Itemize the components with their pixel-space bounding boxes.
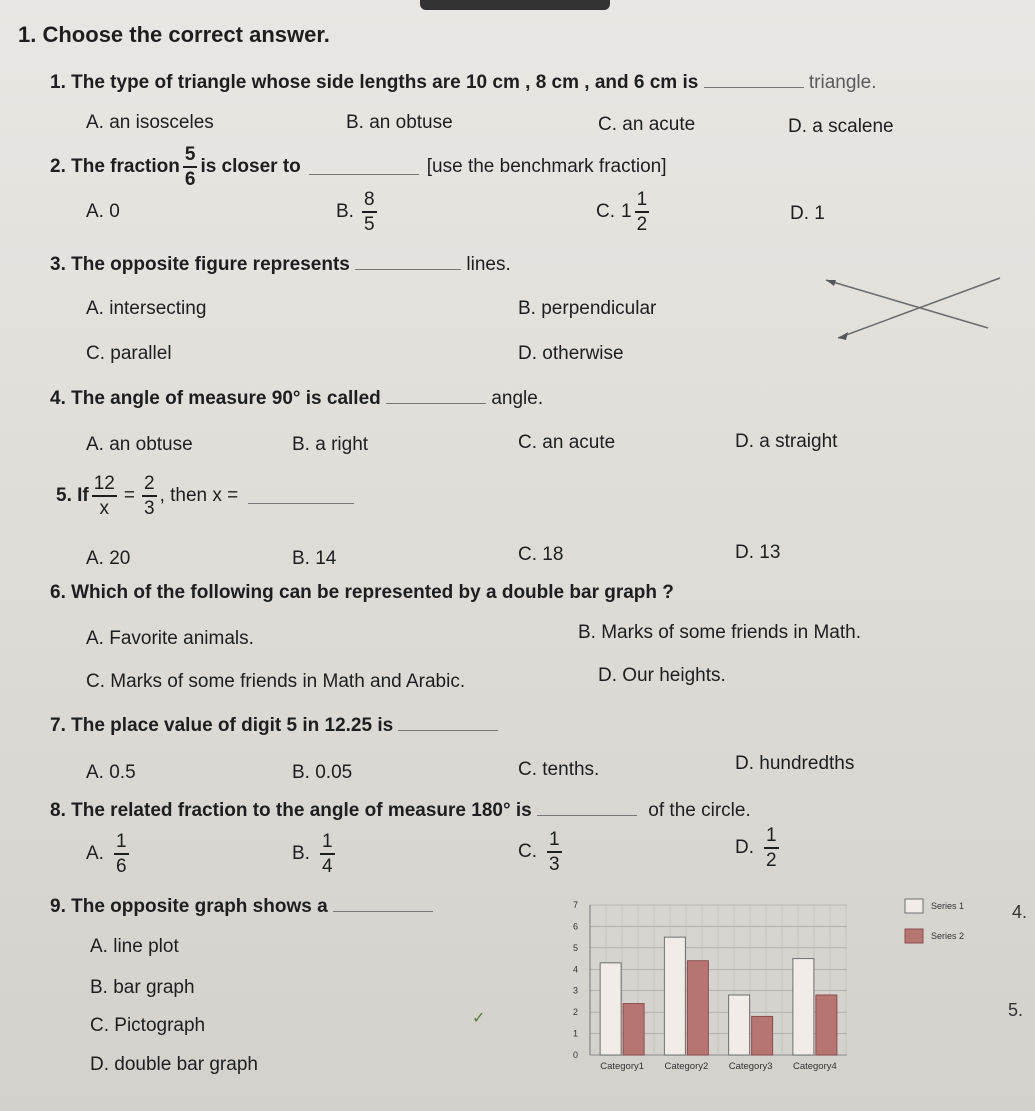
- q8-option-a[interactable]: [86, 832, 132, 876]
- fraction-one-half: [635, 190, 650, 234]
- fraction-denominator: 3: [549, 854, 560, 875]
- bar-series-1: [729, 995, 750, 1055]
- y-tick-label: 0: [572, 1050, 578, 1060]
- fraction-denominator: x: [99, 498, 110, 519]
- q3-option-c[interactable]: C. parallel: [86, 343, 172, 364]
- question-5-pre: 5. If: [56, 485, 89, 506]
- q9-option-a[interactable]: A. line plot: [90, 936, 179, 957]
- x-tick-label: Category2: [664, 1061, 709, 1072]
- q8-option-d-label: D.: [735, 837, 754, 858]
- line-2: [838, 278, 1000, 338]
- question-3-text: 3. The opposite figure represents: [50, 254, 350, 275]
- answer-blank-1[interactable]: [704, 73, 804, 88]
- top-bar: [420, 0, 610, 10]
- fraction-five-sixths: [183, 145, 198, 189]
- question-2-pre: 2. The fraction: [50, 156, 180, 177]
- fraction-one-third: [547, 830, 562, 874]
- fraction-numerator: 8: [362, 190, 377, 213]
- question-2-mid: is closer to: [200, 156, 301, 177]
- question-7-text: 7. The place value of digit 5 in 12.25 is: [50, 715, 394, 736]
- x-tick-label: Category4: [792, 1061, 837, 1072]
- bar-series-1: [793, 959, 814, 1055]
- bar-series-1: [664, 937, 685, 1055]
- answer-blank-9[interactable]: [333, 897, 433, 912]
- question-9: [50, 896, 433, 918]
- q7-option-b[interactable]: B. 0.05: [292, 762, 353, 783]
- y-tick-label: 1: [572, 1028, 578, 1039]
- answer-blank-4[interactable]: [386, 389, 486, 404]
- fraction-numerator: 1: [547, 830, 562, 853]
- q2-option-c-label: C.: [596, 201, 615, 222]
- fraction-two-thirds: [142, 474, 157, 518]
- question-8-tail: of the circle.: [648, 800, 751, 821]
- question-4-mid: is called: [305, 388, 381, 409]
- q8-option-b-label: B.: [292, 843, 310, 864]
- q5-option-b[interactable]: B. 14: [292, 548, 337, 569]
- question-4: [50, 388, 543, 410]
- double-bar-chart: [555, 885, 1000, 1100]
- bar-series-1: [600, 963, 621, 1055]
- question-8-mid: is: [515, 800, 532, 821]
- fraction-one-fourth: [320, 832, 335, 876]
- question-8-pre: 8. The related fraction to the angle of measure: [50, 800, 466, 821]
- question-3: [50, 254, 511, 276]
- question-4-tail: angle.: [491, 388, 544, 409]
- q9-option-c[interactable]: C. Pictograph: [90, 1015, 206, 1036]
- answer-blank-3[interactable]: [355, 255, 461, 270]
- fraction-numerator: 1: [764, 826, 779, 849]
- q6-option-c[interactable]: C. Marks of some friends in Math and Arabic.: [86, 671, 466, 692]
- q1-option-d[interactable]: D. a scalene: [788, 116, 894, 137]
- intersecting-lines-figure: [820, 268, 1010, 348]
- question-4-pre: 4. The angle of measure: [50, 388, 267, 409]
- fraction-numerator: 12: [92, 474, 117, 497]
- fraction-denominator: 2: [636, 214, 648, 235]
- fraction-denominator: 6: [184, 169, 196, 190]
- q2-option-b-label: B.: [336, 201, 354, 222]
- bar-series-2: [816, 995, 837, 1055]
- bar-series-2: [687, 961, 708, 1055]
- chart-x-ticks: [600, 1061, 837, 1072]
- answer-blank-7[interactable]: [398, 716, 498, 731]
- legend-label: Series 1: [931, 901, 965, 911]
- section-header: [18, 22, 330, 48]
- fraction-denominator: 4: [321, 856, 333, 877]
- x-tick-label: Category1: [600, 1061, 645, 1072]
- q2-option-a[interactable]: A. 0: [86, 201, 120, 222]
- q9-option-b[interactable]: B. bar graph: [90, 977, 195, 998]
- q3-option-a[interactable]: A. intersecting: [86, 298, 207, 319]
- question-9-text: 9. The opposite graph shows a: [50, 896, 328, 917]
- fraction-one-sixth: [114, 832, 129, 876]
- q8-option-a-label: A.: [86, 843, 104, 864]
- question-5-mid: , then x =: [159, 485, 239, 506]
- question-6: 6. Which of the following can be represented by a double bar graph ?: [50, 582, 674, 603]
- q2-option-d[interactable]: D. 1: [790, 203, 825, 224]
- q4-option-b[interactable]: B. a right: [292, 434, 369, 455]
- bar-series-2: [752, 1016, 773, 1055]
- fraction-numerator: 2: [142, 474, 157, 497]
- question-8: [50, 800, 751, 822]
- question-1-text: 1. The type of triangle whose side lengths are 10 cm , 8 cm , and 6 cm is: [50, 72, 699, 93]
- margin-note-5: 5.: [1008, 1000, 1024, 1020]
- q1-option-c[interactable]: C. an acute: [598, 114, 696, 135]
- q9-option-d[interactable]: D. double bar graph: [90, 1054, 258, 1075]
- legend-label: Series 2: [931, 931, 965, 941]
- question-2: [50, 145, 667, 189]
- q8-option-c[interactable]: [518, 830, 565, 874]
- section-number: 1.: [18, 22, 37, 47]
- mixed-number: [621, 190, 652, 234]
- fraction-numerator: 1: [114, 832, 129, 855]
- check-mark-icon: ✓: [472, 1010, 486, 1027]
- fraction-twelve-over-x: [92, 474, 117, 518]
- margin-note-4: 4.: [1012, 902, 1028, 922]
- y-tick-label: 6: [572, 921, 578, 932]
- q4-option-d[interactable]: D. a straight: [735, 431, 838, 452]
- angle-measure: 90°: [271, 388, 301, 409]
- q1-option-b[interactable]: B. an obtuse: [346, 112, 453, 133]
- question-1-tail: triangle.: [808, 72, 877, 93]
- fraction-eight-fifths: [362, 190, 377, 234]
- q8-option-d[interactable]: [735, 826, 782, 870]
- q6-option-b[interactable]: B. Marks of some friends in Math.: [578, 622, 861, 643]
- q8-option-b[interactable]: [292, 832, 338, 876]
- fraction-denominator: 6: [115, 856, 127, 877]
- q7-option-d[interactable]: D. hundredths: [735, 753, 855, 774]
- fraction-one-half: [764, 826, 779, 870]
- q6-option-d[interactable]: D. Our heights.: [598, 665, 726, 686]
- section-title: Choose the correct answer.: [42, 22, 330, 47]
- fraction-numerator: 1: [320, 832, 335, 855]
- q4-option-a[interactable]: A. an obtuse: [86, 434, 193, 455]
- bar-series-2: [623, 1004, 644, 1055]
- fraction-numerator: 1: [635, 190, 650, 213]
- q1-option-a[interactable]: A. an isosceles: [86, 112, 214, 133]
- y-tick-label: 5: [572, 942, 578, 953]
- q2-option-c[interactable]: [596, 190, 652, 234]
- question-1: [50, 72, 877, 94]
- y-tick-label: 4: [572, 964, 578, 975]
- fraction-denominator: 5: [363, 214, 375, 235]
- legend-swatch-series-1: [905, 899, 923, 913]
- q4-option-c[interactable]: C. an acute: [518, 432, 616, 453]
- y-tick-label: 7: [572, 900, 578, 910]
- q3-option-d[interactable]: D. otherwise: [518, 343, 624, 364]
- fraction-denominator: 3: [143, 498, 155, 519]
- q3-option-b[interactable]: B. perpendicular: [518, 298, 657, 319]
- chart-legend: [905, 899, 964, 943]
- chart-y-ticks: [573, 900, 578, 1060]
- line-1: [826, 280, 988, 328]
- fraction-denominator: 2: [766, 850, 777, 871]
- angle-measure: 180°: [471, 800, 511, 821]
- q7-option-a[interactable]: A. 0.5: [86, 762, 136, 783]
- arrowhead-2: [838, 332, 848, 340]
- q5-option-c[interactable]: C. 18: [518, 544, 564, 565]
- legend-swatch-series-2: [905, 929, 923, 943]
- equals-sign: =: [123, 485, 135, 506]
- y-tick-label: 3: [572, 985, 578, 996]
- question-5: [56, 474, 354, 518]
- answer-blank-2[interactable]: [309, 160, 419, 175]
- q7-option-c[interactable]: C. tenths.: [518, 759, 600, 780]
- question-3-tail: lines.: [466, 254, 511, 275]
- q5-option-d[interactable]: D. 13: [735, 542, 781, 563]
- fraction-numerator: 5: [183, 145, 198, 168]
- question-2-tail: [use the benchmark fraction]: [426, 156, 667, 177]
- q2-option-b[interactable]: [336, 190, 380, 234]
- arrowhead-1: [826, 280, 836, 286]
- y-tick-label: 2: [572, 1007, 578, 1018]
- q8-option-c-label: C.: [518, 841, 537, 862]
- x-tick-label: Category3: [728, 1061, 773, 1072]
- mixed-whole: 1: [621, 201, 632, 222]
- q5-option-a[interactable]: A. 20: [86, 548, 131, 569]
- chart-bars: [600, 937, 837, 1055]
- answer-blank-5[interactable]: [248, 489, 354, 504]
- answer-blank-8[interactable]: [537, 801, 637, 816]
- question-7: [50, 715, 498, 737]
- q6-option-a[interactable]: A. Favorite animals.: [86, 628, 254, 649]
